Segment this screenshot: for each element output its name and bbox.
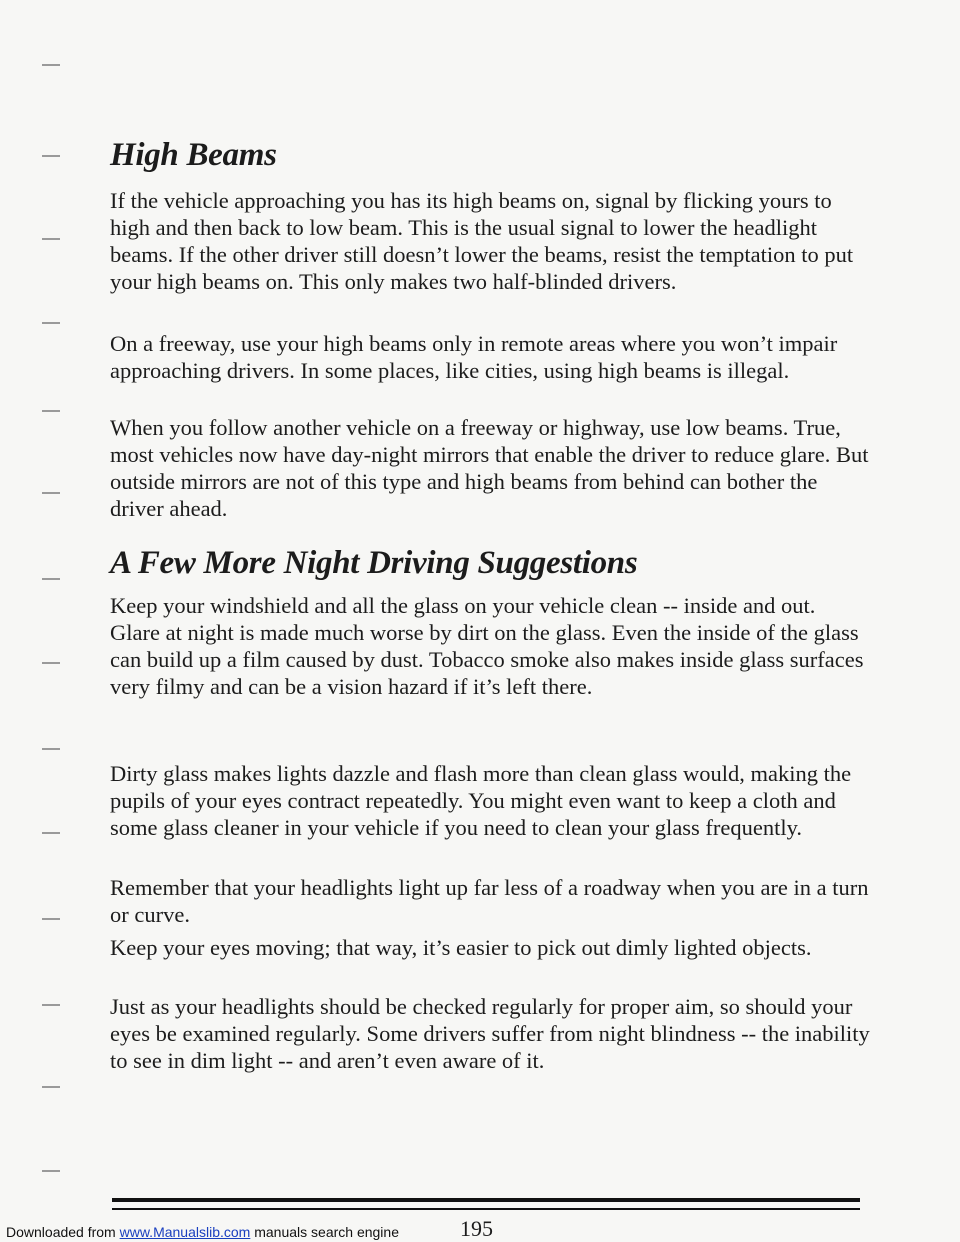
margin-tick: [42, 832, 60, 834]
section-heading-high-beams: High Beams: [110, 137, 277, 173]
paragraph: When you follow another vehicle on a freeway or highway, use low beams. True, most vehicles now have day-night mirrors that enable the driver to reduce glare. But outside mirrors are not of this type and high beams from behind can bother the driver ahead.: [110, 415, 869, 521]
paragraph: Dirty glass makes lights dazzle and flash more than clean glass would, making the pupils of your eyes contract repeatedly. You might even want to keep a cloth and some glass cleaner in your vehicle if you need to clean your glass frequently.: [110, 761, 852, 840]
margin-tick: [42, 155, 60, 157]
footer-prefix: Downloaded from: [6, 1224, 120, 1240]
paragraph: Remember that your headlights light up far less of a roadway when you are in a turn or curve.: [110, 875, 869, 927]
margin-tick: [42, 322, 60, 324]
margin-tick: [42, 918, 60, 920]
margin-tick: [42, 64, 60, 66]
paragraph: Just as your headlights should be checked regularly for proper aim, so should your eyes be examined regularly. Some drivers suffer from night blindness -- the inability to see in dim light -- and aren’t even aware of it.: [110, 994, 870, 1073]
margin-tick: [42, 1086, 60, 1088]
paragraph: If the vehicle approaching you has its high beams on, signal by flicking yours to high and then back to low beam. This is the usual signal to lower the headlight beams. If the other driver still doesn’t lower the beams, resist the temptation to put your high beams on. This only makes two half-blinded drivers.: [110, 188, 854, 294]
paragraph: On a freeway, use your high beams only in remote areas where you won’t impair approaching drivers. In some places, like cities, using high beams is illegal.: [110, 331, 838, 383]
manualslib-link[interactable]: www.Manualslib.com: [119, 1224, 251, 1240]
margin-tick: [42, 662, 60, 664]
footer-rule-thin: [112, 1208, 860, 1210]
page-number: 195: [460, 1216, 493, 1241]
margin-tick: [42, 238, 60, 240]
margin-tick: [42, 1170, 60, 1172]
footer-suffix: manuals search engine: [250, 1224, 399, 1240]
footer-rule-thick: [112, 1198, 860, 1202]
margin-tick: [42, 410, 60, 412]
margin-tick: [42, 492, 60, 494]
paragraph: Keep your windshield and all the glass on your vehicle clean -- inside and out. Glare at night is made much worse by dirt on the glass. Even the inside of the glass can build up a film caused by dust. Tobacco smoke also makes inside glass surfaces very filmy and can be a vision hazard if it’s left there.: [110, 593, 864, 699]
download-footer: [6, 1224, 399, 1240]
margin-tick: [42, 578, 60, 580]
paragraph: Keep your eyes moving; that way, it’s easier to pick out dimly lighted objects.: [110, 935, 812, 960]
section-heading-night-driving: A Few More Night Driving Suggestions: [110, 545, 638, 581]
margin-tick: [42, 748, 60, 750]
margin-tick: [42, 1004, 60, 1006]
